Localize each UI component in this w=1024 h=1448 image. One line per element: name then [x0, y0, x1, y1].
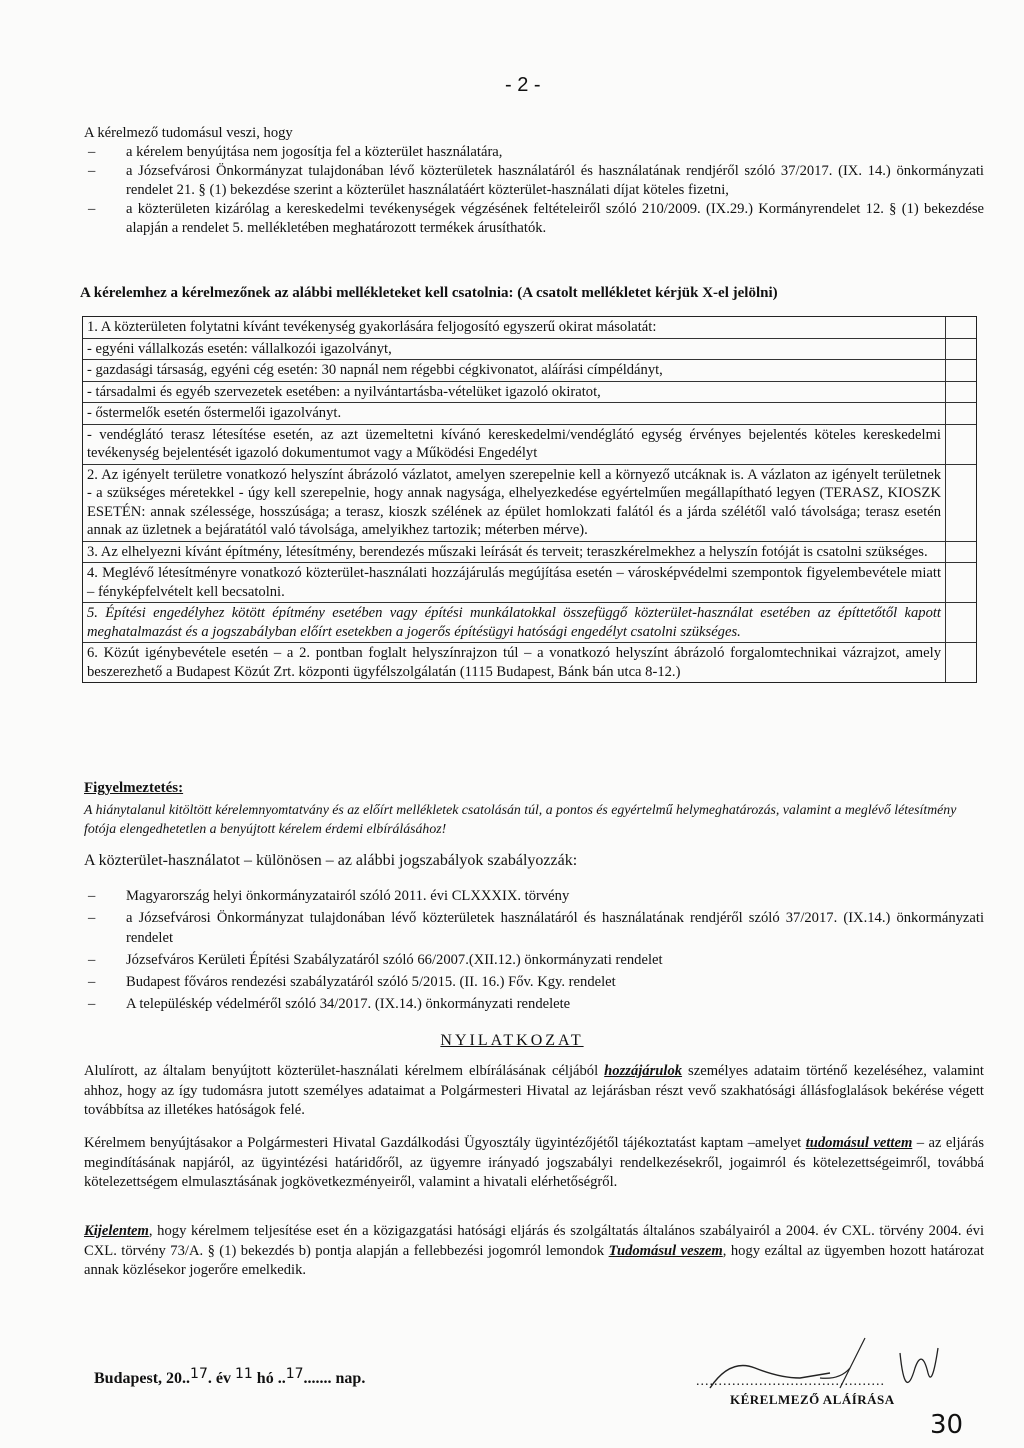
attachment-text: 6. Közút igénybevétele esetén – a 2. pontban foglalt helyszínrajzon túl – a vonatkozó helyszínt ábrázoló forgalomtechnikai vázrajzot, amely beszerezhető a Budapest Közút Zrt. központi ügyfélszolgálatán (1115 Budapest, Bánk bán utca 8-12.) — [83, 643, 946, 682]
regulation-item: – a Józsefvárosi Önkormányzat tulajdonában lévő közterületek használatáról és használatának rendjéről szóló 37/2017. (IX.14.) önkormányzati rendelet — [84, 908, 984, 948]
attachment-text: - társadalmi és egyéb szervezetek esetében: a nyilvántartásba-vételüket igazoló okiratot, — [83, 382, 946, 403]
attachment-checkbox[interactable] — [946, 425, 976, 464]
date-year-handwritten: 17 — [190, 1366, 208, 1382]
table-row — [83, 403, 976, 425]
table-row — [83, 360, 976, 382]
attachment-checkbox[interactable] — [946, 542, 976, 563]
regulations-section — [84, 886, 984, 1016]
attachment-checkbox[interactable] — [946, 643, 976, 682]
intro-list — [84, 143, 984, 238]
attachment-checkbox[interactable] — [946, 317, 976, 338]
date-day-handwritten: 17 — [285, 1366, 304, 1382]
attachment-checkbox[interactable] — [946, 339, 976, 360]
table-row — [83, 603, 976, 643]
table-row — [83, 339, 976, 361]
date-line: Budapest, 20..17. év 11 hó ..17....... nap. — [94, 1366, 366, 1387]
attachment-text: 2. Az igényelt területre vonatkozó helyszínt ábrázoló vázlatot, amelyen szerepelnie kell a környező utcáknak is. A vázlaton az igényelt területnek - a szükséges méretekkel - úgy kell szerepelnie, hogy annak nagysága, elhelyezkedése egyértelműen megállapítható legyen (TERASZ, KIOSZK ESETÉN: annak szélessége, hosszúsága; a terasz, kioszk szélének az épület homlokzati falától és a járda szélétől való távolsága; terasz esetén annak az üzletnek a bejáratától való távolsága, amelyikhez tartozik; méterben mérve). — [83, 465, 946, 541]
intro-section — [84, 124, 984, 238]
text-run: , hogy ezáltal az ügyemben hozott határozat annak közlésekor jogerőre emelkedik. — [84, 1242, 985, 1278]
attachment-text: - gazdasági társaság, egyéni cég esetén: 30 napnál nem régebbi cégkivonatot, aláírási címpéldányt, — [83, 360, 946, 381]
table-row — [83, 382, 976, 404]
page-number: - 2 - — [505, 74, 541, 96]
regulations-intro: A közterület-használatot – különösen – az alábbi jogszabályok szabályozzák: — [84, 852, 578, 869]
attachment-checkbox[interactable] — [946, 465, 976, 541]
emphasis-acknowledged: tudomásul vettem — [805, 1135, 913, 1151]
attachment-text: 5. Építési engedélyhez kötött építmény esetében vagy építési munkálatokkal összefüggő közterület-használat esetében az építtetőtől kapott meghatalmazást és a jogszabályban előírt esetekben a jogerős építésügyi hatósági engedélyt csatolni szükséges. — [83, 603, 946, 642]
attachments-heading: A kérelemhez a kérelmezőnek az alábbi mellékleteket kell csatolnia: (A csatolt mellékletet kérjük X-el jelölni) — [80, 285, 778, 301]
intro-item: – a kérelem benyújtása nem jogosítja fel a közterület használatára, — [84, 143, 984, 162]
date-nap: nap. — [335, 1370, 366, 1387]
attachment-checkbox[interactable] — [946, 403, 976, 424]
date-ho: hó — [256, 1370, 274, 1387]
attachment-checkbox[interactable] — [946, 603, 976, 642]
date-month-handwritten: 11 — [234, 1366, 253, 1382]
text-run: Alulírott, az általam benyújtott közterület-használati kérelmem elbírálásának céljából — [84, 1063, 605, 1079]
regulation-item: – Budapest főváros rendezési szabályzatáról szóló 5/2015. (II. 16.) Főv. Kgy. rendelet — [84, 972, 984, 992]
intro-lead: A kérelmező tudomásul veszi, hogy — [84, 125, 293, 141]
date-ev: . év — [207, 1370, 231, 1387]
attachment-checkbox[interactable] — [946, 360, 976, 381]
declaration-paragraph-waiver — [84, 1222, 984, 1281]
attachment-text: - vendéglátó terasz létesítése esetén, az azt üzemeltetni kívánó kereskedelmi/vendéglátó egység érvényes bejelentés köteles kereskedelmi tevékenység bejelentését igazoló dokumentumot vagy a Működési Engedélyt — [83, 425, 946, 464]
date-place: Budapest, 20 — [94, 1370, 183, 1387]
table-row — [83, 317, 976, 339]
declaration-paragraph-consent — [84, 1062, 984, 1121]
signature-line: .......................................... — [696, 1374, 885, 1389]
table-row — [83, 542, 976, 564]
text-run: , hogy kérelmem teljesítése eset én a közigazgatási hatósági eljárás és szolgáltatás általános szabályairól a 2004. év CXL. törvény 2004. évi CXL. törvény 73/A. § (1) bekezdés b) pontja alapján a fellebbezési jogomról lemondok — [84, 1223, 984, 1259]
intro-item: – a Józsefvárosi Önkormányzat tulajdonában lévő közterületek használatáról és használatának rendjéről szóló 37/2017. (IX. 14.) önkormányzati rendelet 21. § (1) bekezdése szerint a közterület használatáért közterület-használati díjat köteles fizetni, — [84, 162, 984, 200]
warning-title: Figyelmeztetés: — [84, 780, 184, 796]
declaration-title: NYILATKOZAT — [440, 1032, 584, 1049]
table-row — [83, 425, 976, 465]
declaration-paragraph-info — [84, 1134, 984, 1193]
regulations-list — [84, 886, 984, 1014]
signer-label: KÉRELMEZŐ ALÁÍRÁSA — [730, 1392, 895, 1407]
warning-text: A hiánytalanul kitöltött kérelemnyomtatvány és az előírt mellékletek csatolásán túl, a pontos és egyértelmű helymeghatározás, valamint a meglévő létesítmény fotója elengedhetetlen a benyújtott kérelem érdemi elbírálásához! — [84, 802, 957, 836]
table-row — [83, 465, 976, 542]
table-row — [83, 643, 976, 682]
attachment-checkbox[interactable] — [946, 563, 976, 602]
text-run: – az eljárás megindításának napjáról, az ügyintézési határidőről, az ügyemre irányadó jogszabályi rendelkezésekről, jogaimról és kötelezettségeimről, továbbá kötelezettségem elmulasztásának jogkövetkezményeiről, valamint a hivatali elérhetőségről. — [84, 1135, 985, 1190]
attachment-checkbox[interactable] — [946, 382, 976, 403]
attachments-table — [82, 316, 977, 683]
attachment-text: 4. Meglévő létesítményre vonatkozó közterület-használati hozzájárulás megújítása esetén – városképvédelmi szempontok figyelembevétele miatt – fényképfelvételt kell becsatolni. — [83, 563, 946, 602]
page-mark-handwritten: 30 — [930, 1410, 964, 1440]
emphasis-declare: Kijelentem — [84, 1223, 149, 1239]
regulation-item: – A településkép védelméről szóló 34/2017. (IX.14.) önkormányzati rendelete — [84, 994, 984, 1014]
attachment-text: 3. Az elhelyezni kívánt építmény, létesítmény, berendezés műszaki leírását és terveit; teraszkérelmekhez a helyszín fotóját is csatolni szükséges. — [83, 542, 946, 563]
attachment-text: - egyéni vállalkozás esetén: vállalkozói igazolványt, — [83, 339, 946, 360]
table-row — [83, 563, 976, 603]
attachment-text: - őstermelők esetén őstermelői igazolványt. — [83, 403, 946, 424]
emphasis-consent: hozzájárulok — [604, 1063, 683, 1079]
attachment-text: 1. A közterületen folytatni kívánt tevékenység gyakorlására feljogosító egyszerű okirat másolatát: — [83, 317, 946, 338]
regulation-item: – Magyarország helyi önkormányzatairól szóló 2011. évi CLXXXIX. törvény — [84, 886, 984, 906]
text-run: személyes adataim történő kezeléséhez, valamint ahhoz, hogy az így tudomásra jutott személyes adataimat a Polgármesteri Hivatal az lejárásban részt vevő szakhatósági állásfoglalások bekérése végett továbbítsa az illetékes hatóságok felé. — [84, 1063, 984, 1118]
text-run: Kérelmem benyújtásakor a Polgármesteri Hivatal Gazdálkodási Ügyosztály ügyintézőjétől tájékoztatást kaptam –amelyet — [84, 1135, 806, 1151]
intro-item: – a közterületen kizárólag a kereskedelmi tevékenységek végzésének feltételeiről szóló 210/2009. (IX.29.) Kormányrendelet 12. § (1) bekezdése alapján a rendelet 5. mellékletében meghatározott termékek árusíthatók. — [84, 200, 984, 238]
emphasis-acknowledge: Tudomásul veszem — [608, 1242, 723, 1259]
regulation-item: – Józsefváros Kerületi Építési Szabályzatáról szóló 66/2007.(XII.12.) önkormányzati rendelet — [84, 950, 984, 970]
